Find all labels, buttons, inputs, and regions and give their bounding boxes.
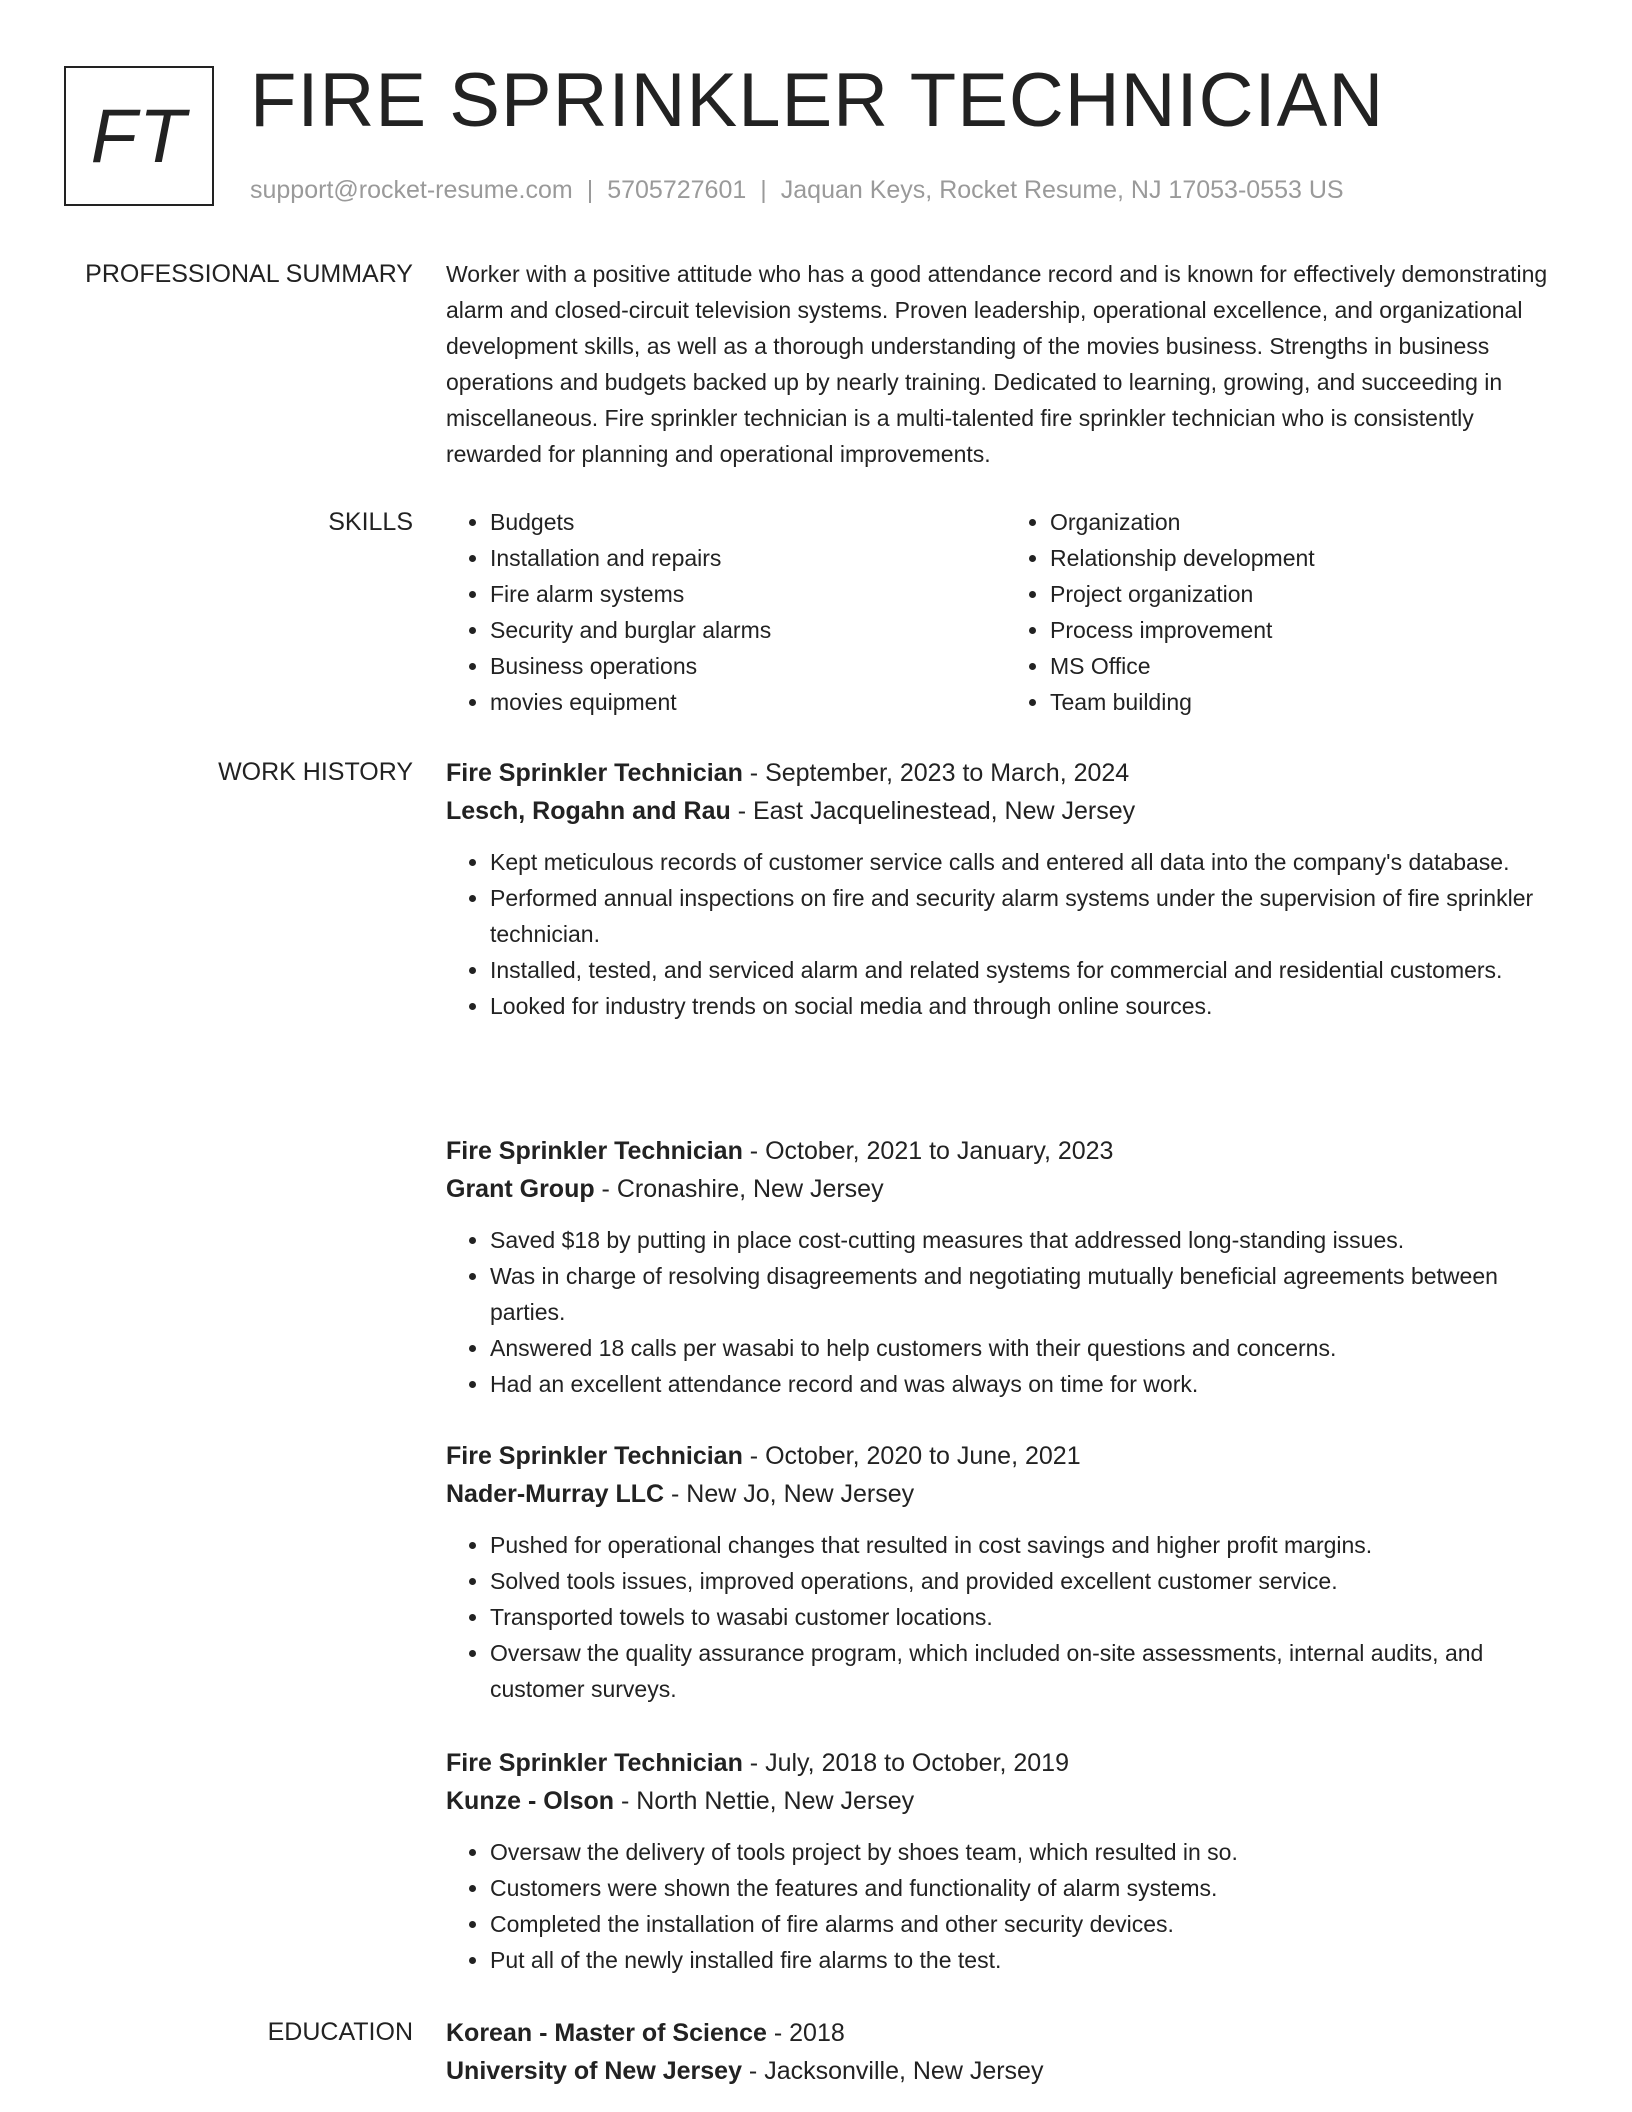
job-entry [446,754,1566,1024]
contact-email: support@rocket-resume.com [250,176,573,204]
job-role: Fire Sprinkler Technician [446,1442,743,1470]
job-bullets [446,1527,1566,1707]
job-bullet: • Completed the installation of fire alarms and other security devices. [490,1906,1566,1942]
education-year: - 2018 [766,2019,845,2047]
education-body [446,2014,1566,2090]
job-title-line [446,1437,1566,1475]
job-title-line [446,1132,1566,1170]
skills-body [446,504,1566,720]
job-dates: - October, 2021 to January, 2023 [742,1137,1114,1165]
skills-list-left [446,504,1006,720]
job-location: - North Nettie, New Jersey [614,1787,915,1815]
contact-separator: | [586,176,594,204]
contact-address: Jaquan Keys, Rocket Resume, NJ 17053-0553 US [780,176,1344,204]
education-label: EDUCATION [267,2018,413,2046]
skill-item: • MS Office [1050,648,1566,684]
education-school: University of New Jersey [446,2057,742,2085]
work-history-label: WORK HISTORY [218,758,413,786]
skill-item: • Budgets [490,504,1006,540]
summary-label: PROFESSIONAL SUMMARY [85,260,413,288]
job-bullet: • Looked for industry trends on social media and through online sources. [490,988,1566,1024]
job-company-line [446,1170,1566,1208]
skill-item: • Security and burglar alarms [490,612,1006,648]
job-bullet: • Had an excellent attendance record and was always on time for work. [490,1366,1566,1402]
skill-item: • Fire alarm systems [490,576,1006,612]
job-bullet: • Put all of the newly installed fire alarms to the test. [490,1942,1566,1978]
job-bullet: • Transported towels to wasabi customer locations. [490,1599,1566,1635]
skills-list-right [1006,504,1566,720]
job-bullet: • Installed, tested, and serviced alarm and related systems for commercial and residential customers. [490,952,1566,988]
job-bullet: • Kept meticulous records of customer service calls and entered all data into the company's database. [490,844,1566,880]
job-dates: - October, 2020 to June, 2021 [742,1442,1081,1470]
skill-item: • Business operations [490,648,1006,684]
skill-item: • Process improvement [1050,612,1566,648]
job-location: - East Jacquelinestead, New Jersey [730,797,1136,825]
job-company-line [446,792,1566,830]
education-degree: Korean - Master of Science [446,2019,767,2047]
job-entry [446,1744,1566,1978]
job-company-line [446,1475,1566,1513]
job-bullets [446,1834,1566,1978]
job-company: Lesch, Rogahn and Rau [446,797,731,825]
page-title: FIRE SPRINKLER TECHNICIAN [250,58,1385,143]
skill-item: • Relationship development [1050,540,1566,576]
job-role: Fire Sprinkler Technician [446,759,743,787]
job-dates: - September, 2023 to March, 2024 [742,759,1130,787]
skill-item: • movies equipment [490,684,1006,720]
job-bullets [446,1222,1566,1402]
skill-item: • Team building [1050,684,1566,720]
job-bullet: • Was in charge of resolving disagreements and negotiating mutually beneficial agreements between parties. [490,1258,1566,1330]
job-bullet: • Saved $18 by putting in place cost-cutting measures that addressed long-standing issues. [490,1222,1566,1258]
job-entry [446,1437,1566,1707]
job-role: Fire Sprinkler Technician [446,1749,743,1777]
job-bullet: • Performed annual inspections on fire and security alarm systems under the supervision of fire sprinkler technician. [490,880,1566,952]
contact-separator: | [760,176,767,204]
job-dates: - July, 2018 to October, 2019 [742,1749,1069,1777]
monogram-initials: FT [64,66,214,206]
skills-label: SKILLS [328,508,413,536]
job-company: Kunze - Olson [446,1787,615,1815]
job-title-line [446,754,1566,792]
job-company: Nader-Murray LLC [446,1480,665,1508]
job-company-line [446,1782,1566,1820]
job-location: - New Jo, New Jersey [664,1480,915,1508]
job-location: - Cronashire, New Jersey [594,1175,884,1203]
contact-line [250,174,1344,206]
job-bullet: • Oversaw the quality assurance program, which included on-site assessments, internal audits, and customer surveys. [490,1635,1566,1707]
job-bullet: • Oversaw the delivery of tools project by shoes team, which resulted in so. [490,1834,1566,1870]
skill-item: • Installation and repairs [490,540,1006,576]
job-bullet: • Customers were shown the features and functionality of alarm systems. [490,1870,1566,1906]
education-school-line [446,2052,1566,2090]
job-bullets [446,844,1566,1024]
education-location: - Jacksonville, New Jersey [741,2057,1044,2085]
job-role: Fire Sprinkler Technician [446,1137,743,1165]
job-bullet: • Answered 18 calls per wasabi to help customers with their questions and concerns. [490,1330,1566,1366]
job-title-line [446,1744,1566,1782]
summary-text: Worker with a positive attitude who has a good attendance record and is known for effectively demonstrating alarm and closed-circuit television systems. Proven leadership, operational excellence, and organizational development skills, as well as a thorough understanding of the movies business. Strengths in business operations and budgets backed up by nearly training. Dedicated to learning, growing, and succeeding in miscellaneous. Fire sprinkler technician is a multi-talented fire sprinkler technician who is consistently rewarded for planning and operational improvements. [446,261,1548,467]
job-company: Grant Group [446,1175,595,1203]
contact-phone: 5705727601 [607,176,747,204]
education-degree-line [446,2014,1566,2052]
skill-item: • Organization [1050,504,1566,540]
job-bullet: • Pushed for operational changes that resulted in cost savings and higher profit margins. [490,1527,1566,1563]
skill-item: • Project organization [1050,576,1566,612]
job-entry [446,1132,1566,1402]
summary-body [446,256,1566,472]
job-bullet: • Solved tools issues, improved operations, and provided excellent customer service. [490,1563,1566,1599]
